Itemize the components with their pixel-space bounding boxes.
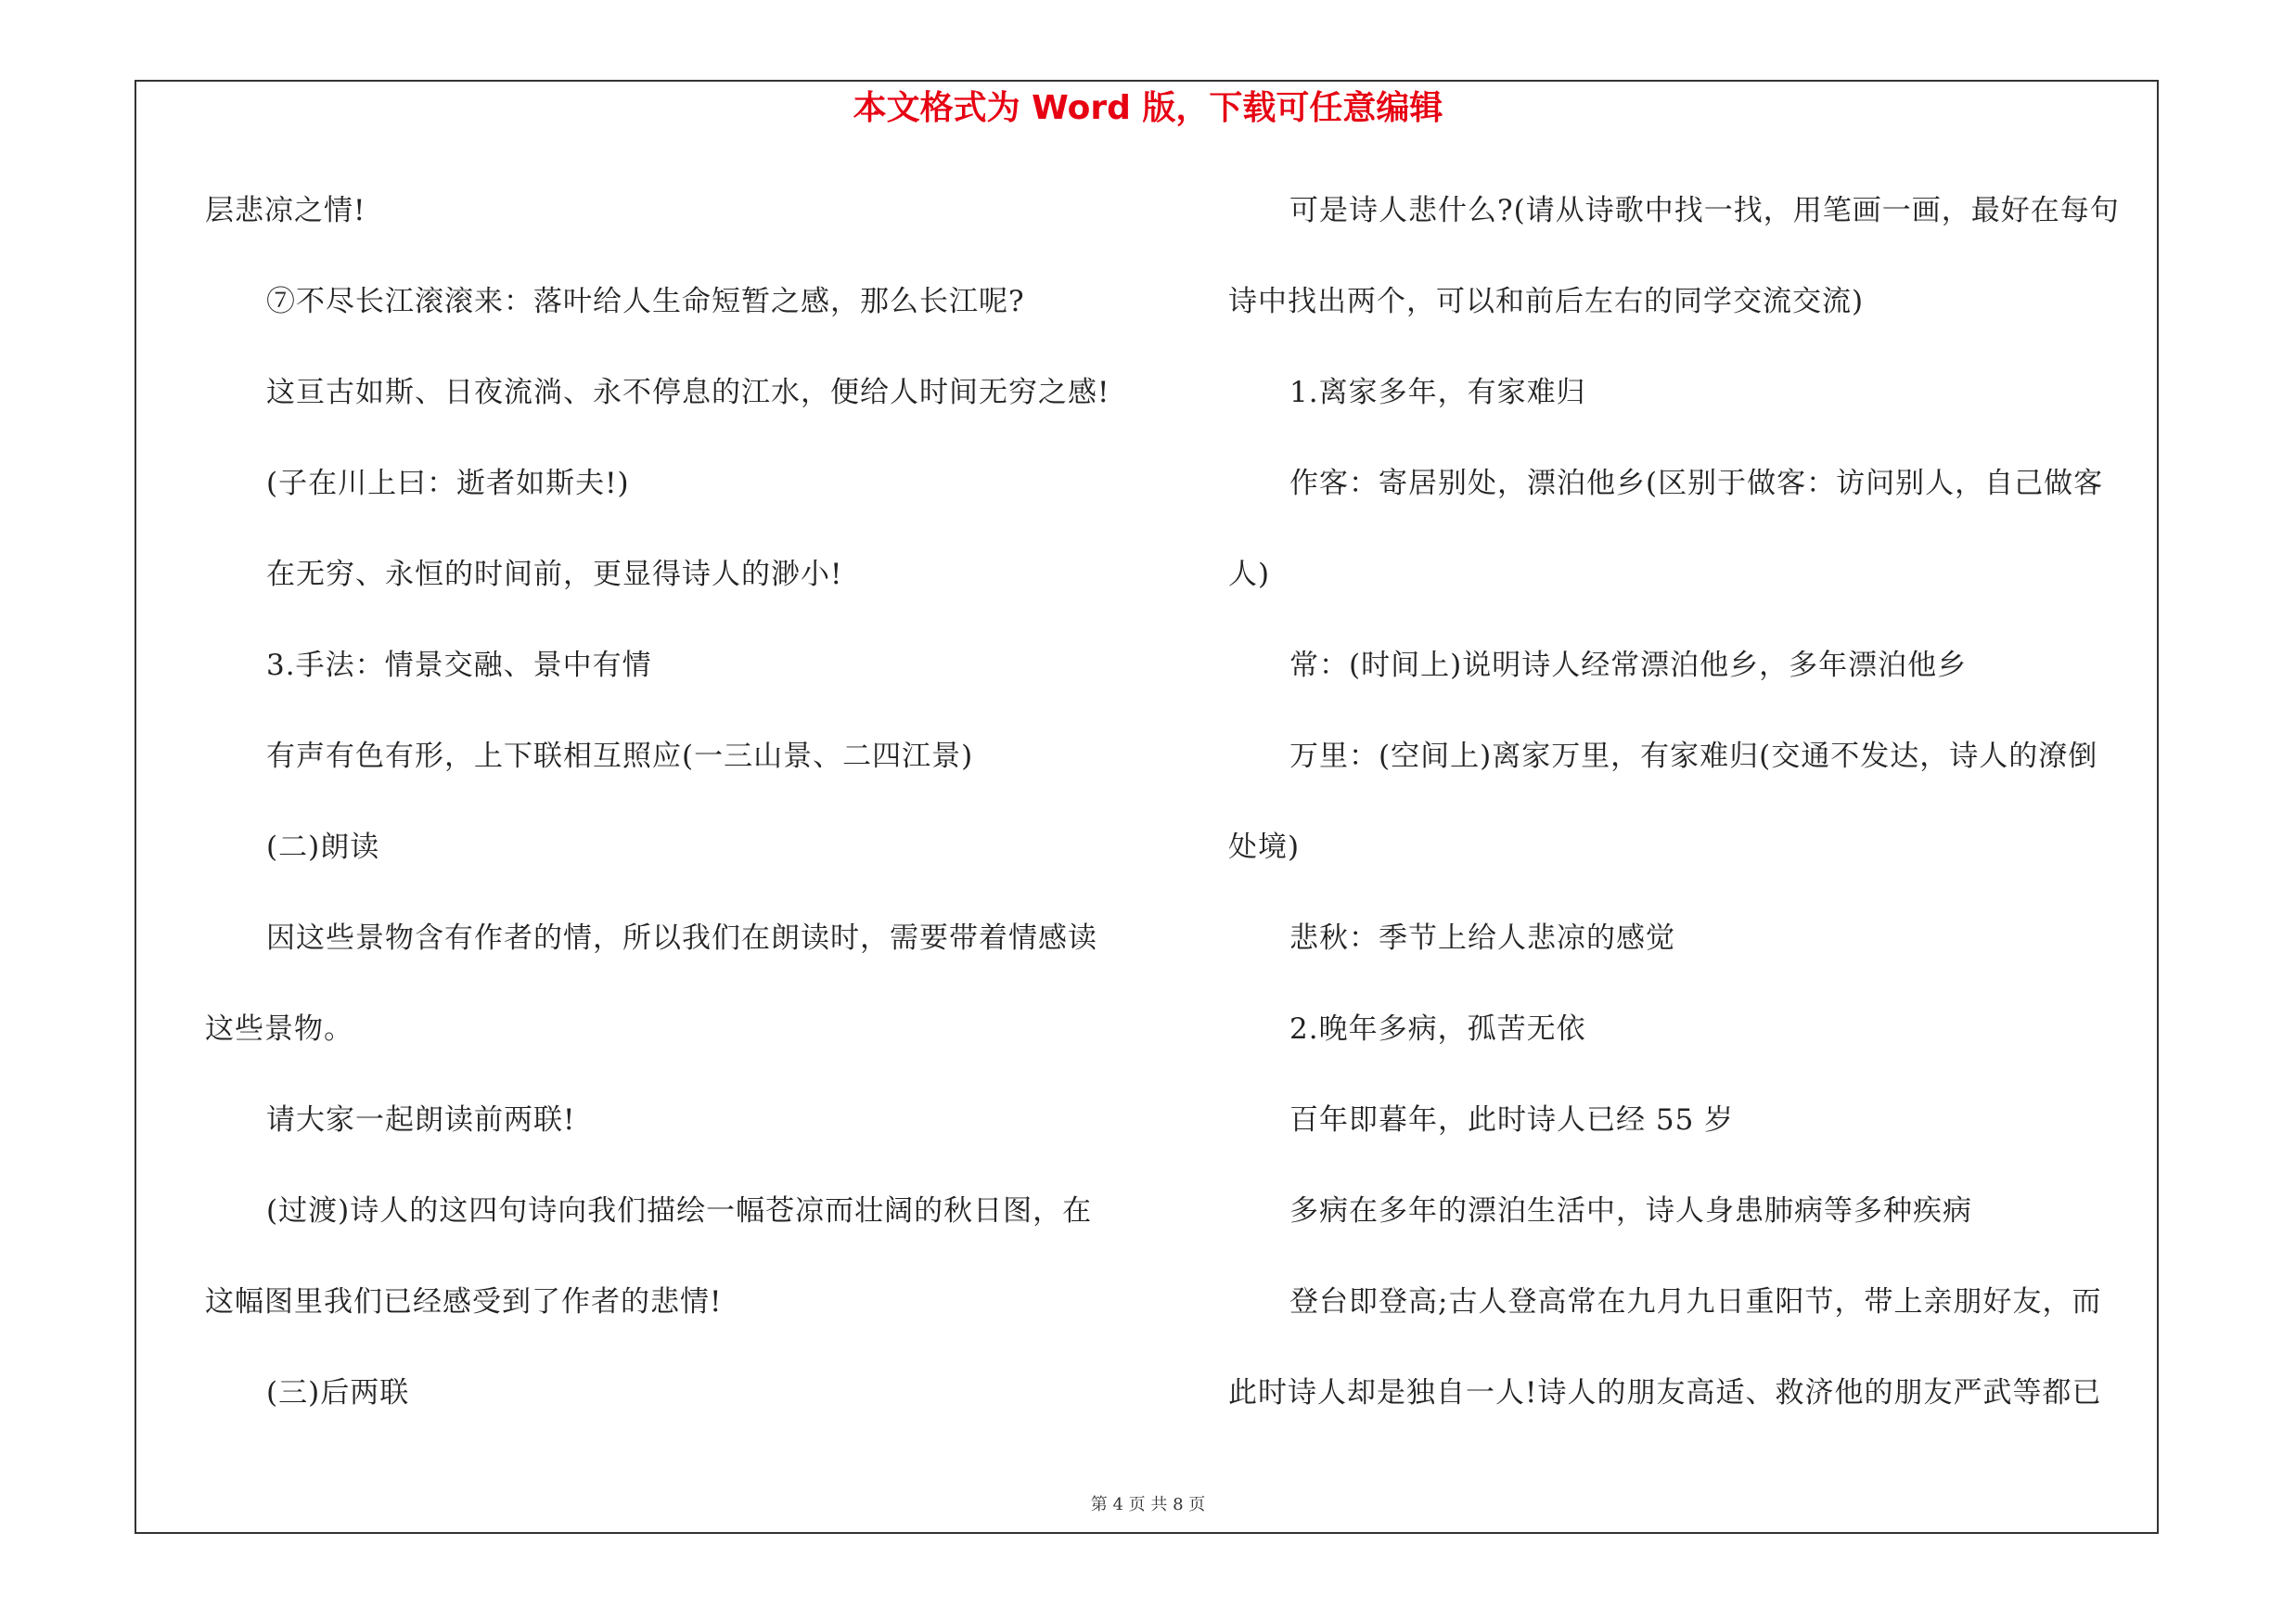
left-line-4: (子在川上曰：逝者如斯夫!) bbox=[266, 467, 630, 500]
right-line-4: 作客：寄居别处，漂泊他乡(区别于做客：访问别人，自己做客 bbox=[1289, 467, 2104, 500]
right-line-5: 人) bbox=[1228, 558, 1271, 591]
page-number: 第 4 页 共 8 页 bbox=[1090, 1495, 1206, 1514]
left-line-14: (三)后两联 bbox=[266, 1376, 410, 1410]
left-column bbox=[205, 187, 1123, 1461]
left-line-2: ⑦不尽长江滚滚来：落叶给人生命短暂之感，那么长江呢? bbox=[266, 285, 1025, 318]
left-line-5: 在无穷、永恒的时间前，更显得诗人的渺小! bbox=[266, 558, 843, 591]
left-line-11: 请大家一起朗读前两联! bbox=[266, 1103, 576, 1137]
right-line-8: 处境) bbox=[1228, 831, 1301, 864]
left-line-12: (过渡)诗人的这四句诗向我们描绘一幅苍凉而壮阔的秋日图，在 bbox=[266, 1194, 1093, 1228]
right-line-3: 1.离家多年，有家难归 bbox=[1289, 376, 1586, 409]
document-notice: 本文格式为 Word 版，下载可任意编辑 bbox=[853, 89, 1443, 127]
left-line-7: 有声有色有形，上下联相互照应(一三山景、二四江景) bbox=[266, 740, 974, 773]
left-line-9: 因这些景物含有作者的情，所以我们在朗读时，需要带着情感读 bbox=[266, 921, 1097, 955]
right-line-14: 此时诗人却是独自一人!诗人的朋友高适、救济他的朋友严武等都已 bbox=[1228, 1376, 2102, 1410]
right-line-11: 百年即暮年，此时诗人已经 55 岁 bbox=[1289, 1103, 1735, 1137]
left-line-6: 3.手法：情景交融、景中有情 bbox=[266, 649, 652, 682]
right-line-7: 万里：(空间上)离家万里，有家难归(交通不发达，诗人的潦倒 bbox=[1289, 740, 2098, 773]
right-line-2: 诗中找出两个，可以和前后左右的同学交流交流) bbox=[1228, 285, 1865, 318]
right-line-6: 常：(时间上)说明诗人经常漂泊他乡，多年漂泊他乡 bbox=[1289, 649, 1968, 682]
left-line-10: 这些景物。 bbox=[205, 1012, 353, 1046]
right-line-10: 2.晚年多病，孤苦无依 bbox=[1289, 1012, 1586, 1046]
right-line-9: 悲秋：季节上给人悲凉的感觉 bbox=[1289, 921, 1675, 955]
right-line-1: 可是诗人悲什么?(请从诗歌中找一找，用笔画一画，最好在每句 bbox=[1289, 194, 2120, 227]
right-column bbox=[1228, 187, 2147, 1461]
left-line-8: (二)朗读 bbox=[266, 831, 380, 864]
right-line-12: 多病在多年的漂泊生活中，诗人身患肺病等多种疾病 bbox=[1289, 1194, 1972, 1228]
left-line-13: 这幅图里我们已经感受到了作者的悲情! bbox=[205, 1285, 723, 1319]
left-line-3: 这亘古如斯、日夜流淌、永不停息的江水，便给人时间无穷之感! bbox=[266, 376, 1110, 409]
right-line-13: 登台即登高;古人登高常在九月九日重阳节，带上亲朋好友，而 bbox=[1289, 1285, 2102, 1319]
left-line-1: 层悲凉之情! bbox=[205, 194, 366, 227]
